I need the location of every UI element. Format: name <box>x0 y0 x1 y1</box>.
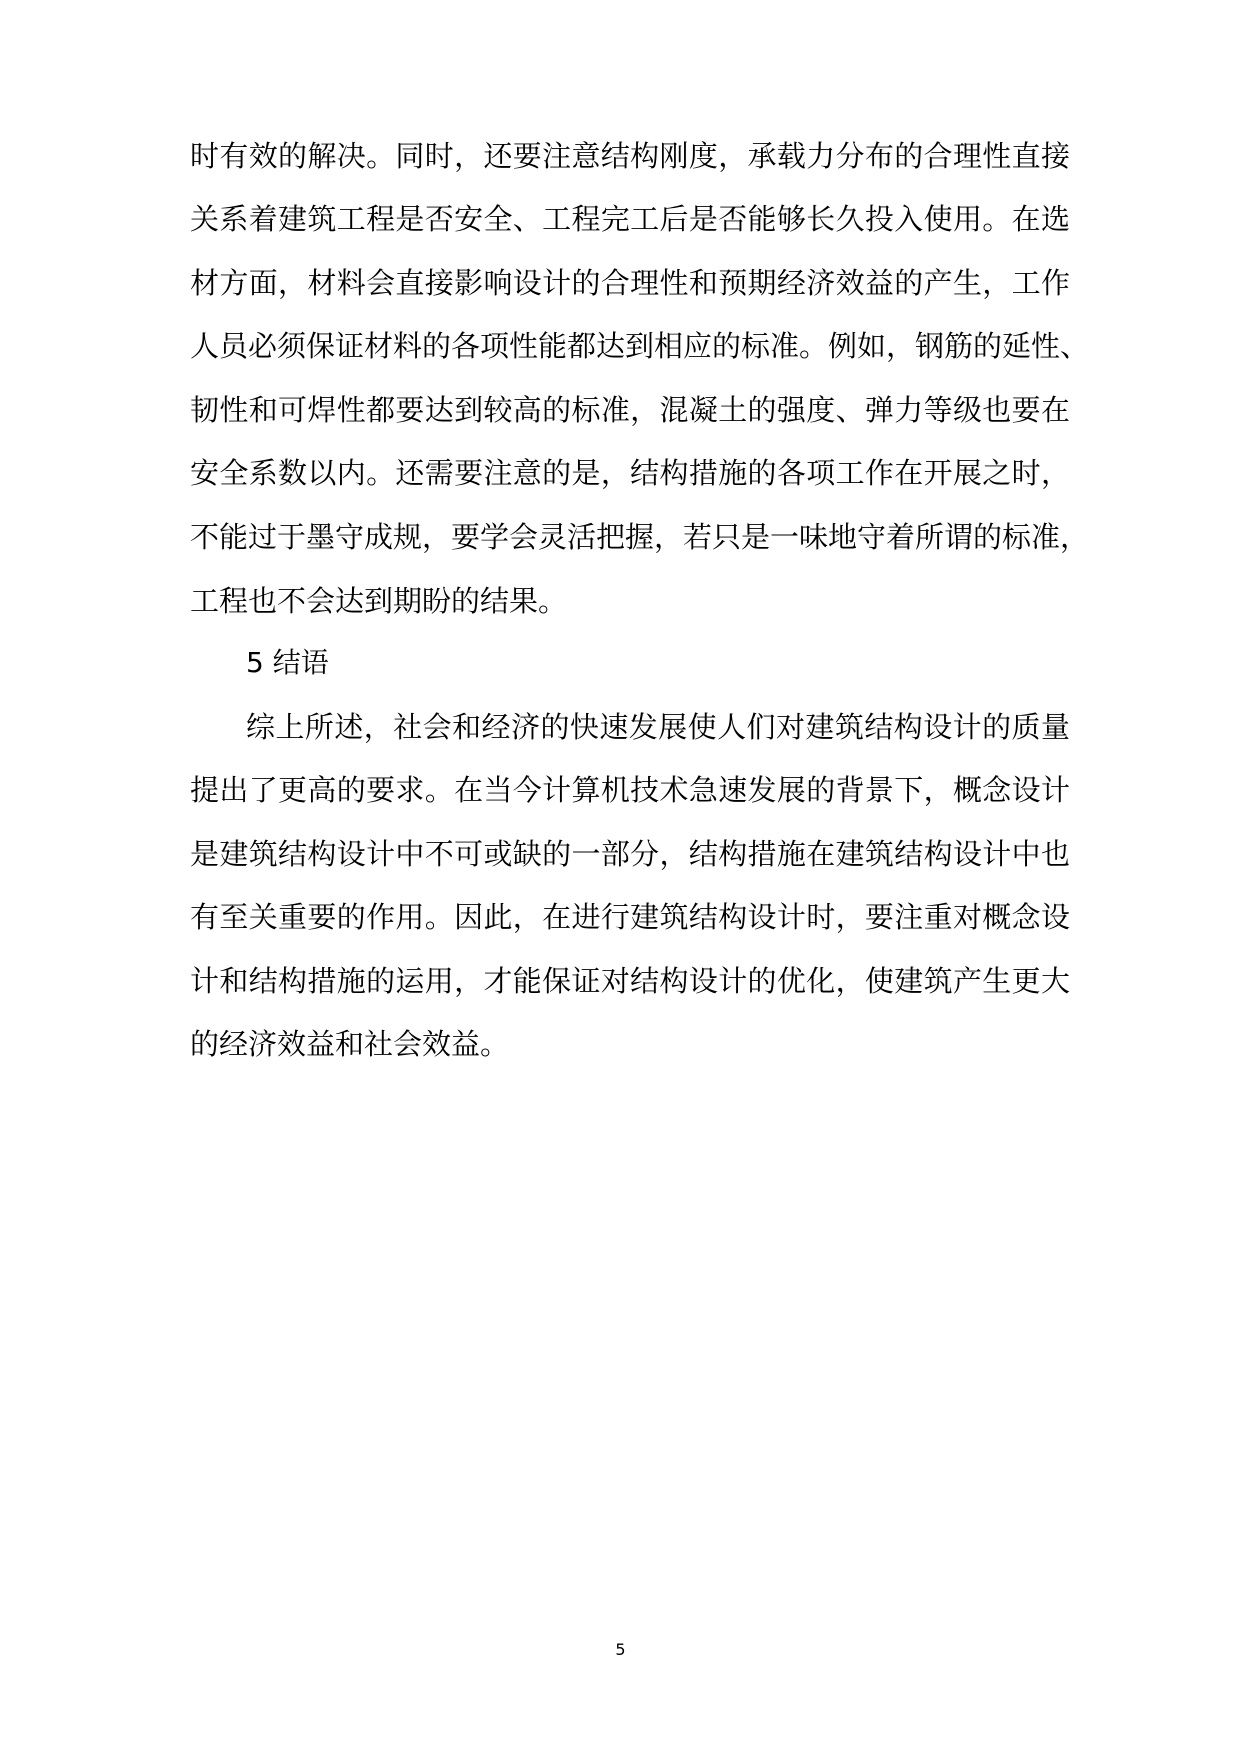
paragraph-line: 韧性和可焊性都要达到较高的标准，混凝土的强度、弹力等级也要在 <box>190 393 1070 427</box>
paragraph-line: 工程也不会达到期盼的结果。 <box>190 584 568 618</box>
paragraph-line: 材方面，材料会直接影响设计的合理性和预期经济效益的产生，工作 <box>190 266 1070 300</box>
paragraph-line: 计和结构措施的运用，才能保证对结构设计的优化，使建筑产生更大 <box>190 964 1070 998</box>
paragraph-line: 综上所述，社会和经济的快速发展使人们对建筑结构设计的质量 <box>246 710 1070 744</box>
paragraph-line: 不能过于墨守成规，要学会灵活把握，若只是一味地守着所谓的标准， <box>190 520 1090 554</box>
paragraph-line: 安全系数以内。还需要注意的是，结构措施的各项工作在开展之时， <box>190 456 1070 490</box>
section-heading: 5 结语 <box>246 646 329 679</box>
paragraph-line: 的经济效益和社会效益。 <box>190 1027 510 1061</box>
paragraph-line: 人员必须保证材料的各项性能都达到相应的标准。例如，钢筋的延性、 <box>190 329 1090 363</box>
paragraph-line: 有至关重要的作用。因此，在进行建筑结构设计时，要注重对概念设 <box>190 900 1070 934</box>
page-number: 5 <box>615 1640 626 1659</box>
paragraph-line: 时有效的解决。同时，还要注意结构刚度，承载力分布的合理性直接 <box>190 139 1070 173</box>
paragraph-line: 提出了更高的要求。在当今计算机技术急速发展的背景下，概念设计 <box>190 773 1070 807</box>
paragraph-line: 关系着建筑工程是否安全、工程完工后是否能够长久投入使用。在选 <box>190 202 1070 236</box>
paragraph-line: 是建筑结构设计中不可或缺的一部分，结构措施在建筑结构设计中也 <box>190 837 1070 871</box>
